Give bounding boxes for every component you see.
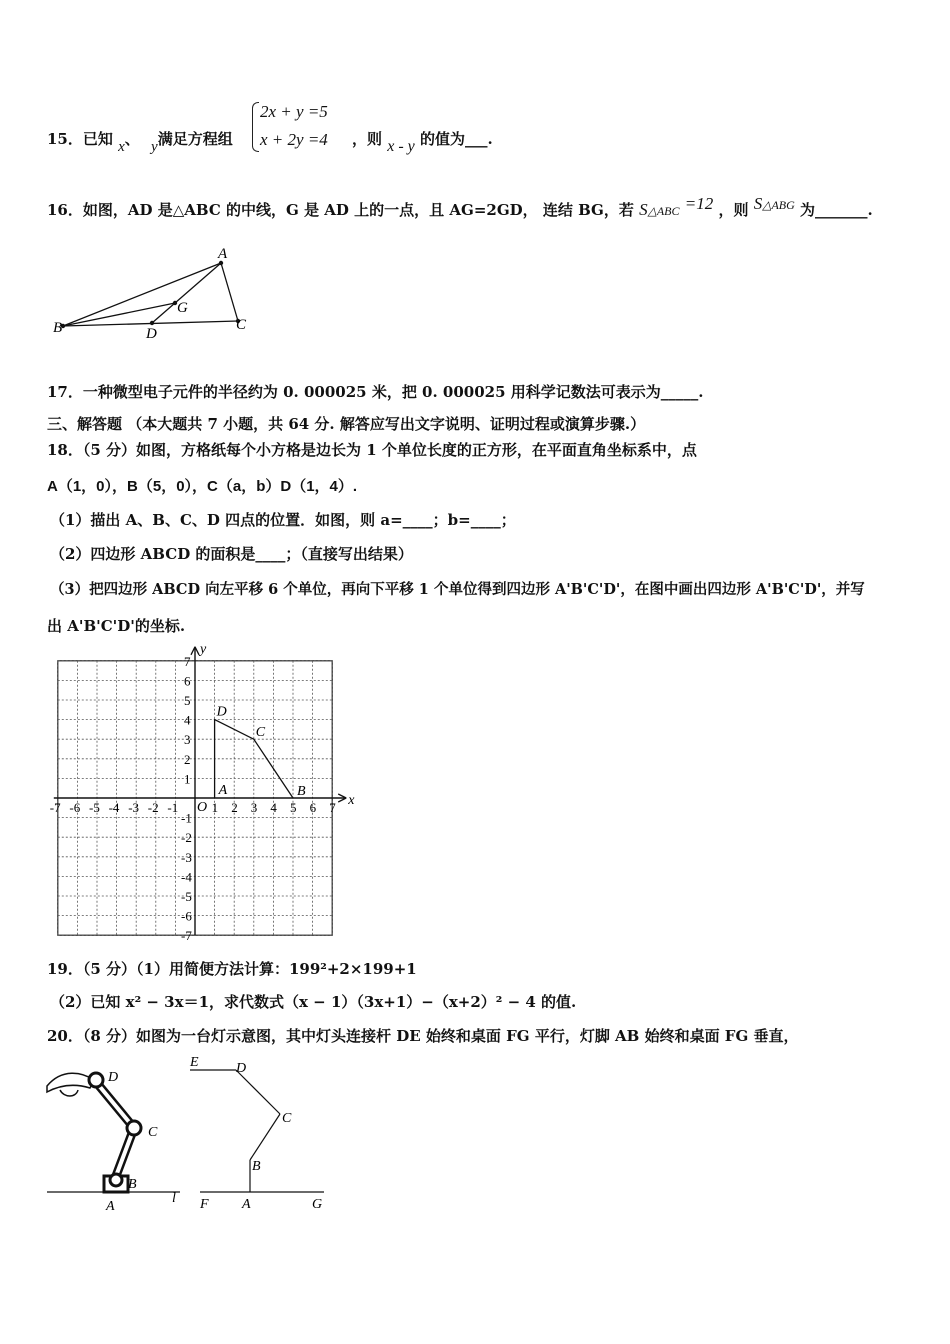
- q15-var-x: x: [118, 139, 125, 155]
- q19-line1: 19．（5 分）（1）用简便方法计算：199²+2×199+1: [47, 960, 417, 978]
- q15-num: 15．: [47, 130, 83, 148]
- schem-label-d: D: [236, 1061, 247, 1076]
- q15-brace: [252, 102, 259, 152]
- q16-label-b: B: [53, 320, 63, 336]
- lamp-label-b: B: [128, 1177, 137, 1192]
- q18-line1: 18．（5 分）如图，方格纸每个小方格是边长为 1 个单位长度的正方形，在平面直角坐标系中，点: [47, 441, 697, 459]
- point-label-b: B: [297, 784, 306, 799]
- q15-line: [47, 128, 233, 155]
- origin-label: O: [197, 800, 208, 815]
- q15-expr: x - y: [387, 138, 415, 155]
- q16-text-c: 为_______.: [800, 201, 873, 219]
- q16-label-g: G: [177, 300, 188, 316]
- y-tick-label: -1: [181, 810, 192, 826]
- schem-label-b: B: [252, 1159, 261, 1174]
- point-label-d: D: [216, 704, 227, 720]
- q16-s1: S: [639, 200, 648, 219]
- y-tick-label: 2: [184, 751, 191, 767]
- x-tick-label: 3: [250, 800, 258, 815]
- schem-label-e: E: [190, 1055, 199, 1070]
- q18-line6: 出 A'B'C'D'的坐标.: [47, 617, 186, 635]
- schem-label-a: A: [242, 1197, 251, 1212]
- x-tick-label: 6: [309, 800, 317, 815]
- y-tick-label: -2: [181, 830, 192, 846]
- y-tick-label: 1: [184, 771, 191, 787]
- y-tick-label: -3: [181, 849, 192, 865]
- y-tick-label: -5: [181, 889, 192, 904]
- q15-text3: 满足方程组: [157, 130, 233, 148]
- q18-line4: （2）四边形 ABCD 的面积是____；（直接写出结果）: [50, 545, 413, 563]
- q16-text-b: ，则: [718, 201, 749, 219]
- q19-line2: （2）已知 x² − 3x＝1，求代数式（x − 1）（3x+1）−（x+2）² − 4 的值.: [50, 993, 577, 1011]
- q15-equation-system: [252, 100, 352, 154]
- q15-var-y: y: [151, 139, 158, 155]
- x-tick-label: 5: [290, 800, 297, 815]
- coordinate-grid: [40, 640, 370, 944]
- point-label-a: A: [218, 783, 228, 798]
- y-tick-label: 7: [184, 653, 191, 669]
- x-tick-label: 2: [231, 800, 238, 815]
- q18-line2: A（1，0），B（5，0），C（a，b）D（1，4）.: [47, 478, 358, 495]
- x-tick-label: -6: [69, 800, 81, 815]
- x-tick-label: -7: [49, 800, 61, 815]
- section3-heading: 三、解答题 （本大题共 7 小题，共 64 分. 解答应写出文字说明、证明过程或演算步骤.）: [47, 415, 646, 433]
- q20-line1: 20．（8 分）如图为一台灯示意图，其中灯头连接杆 DE 始终和桌面 FG 平行，灯脚 AB 始终和桌面 FG 垂直，: [47, 1027, 799, 1045]
- q16-label-a: A: [218, 246, 228, 262]
- q16-text-a: 16．如图，AD 是△ABC 的中线，G 是 AD 上的一点，且 AG=2GD， 连结 BG，若: [47, 201, 634, 219]
- q16-triangle-figure: [45, 244, 265, 344]
- lamp-label-a: A: [106, 1199, 115, 1214]
- lamp-label-c: C: [148, 1125, 158, 1140]
- q17-line: 17．一种微型电子元件的半径约为 0. 000025 米，把 0. 000025 用科学记数法可表示为_____.: [47, 383, 704, 401]
- q15-text4: ，则: [352, 130, 383, 148]
- q16-label-d: D: [146, 326, 157, 342]
- q16-s1-sub: △ABC: [647, 204, 680, 218]
- y-tick-label: -6: [181, 908, 192, 924]
- q18-line5: （3）把四边形 ABCD 向左平移 6 个单位，再向下平移 1 个单位得到四边形 A'B'C'D'，在图中画出四边形 A'B'C'D'，并写: [50, 581, 865, 598]
- q16-line: [47, 194, 873, 220]
- lamp-label-l: l: [172, 1191, 176, 1206]
- y-tick-label: 4: [184, 712, 191, 728]
- y-axis-label: y: [200, 641, 207, 657]
- y-tick-label: -4: [181, 869, 192, 885]
- y-tick-label: 3: [184, 732, 191, 748]
- q15-eq1: 2x + y =5: [260, 102, 328, 121]
- lamp-schematic: [186, 1052, 336, 1216]
- lamp-illustration: [42, 1058, 192, 1216]
- x-axis-label: x: [348, 793, 355, 808]
- q16-s1-val: =12: [684, 194, 714, 213]
- q15-text5: 的值为___.: [420, 130, 493, 148]
- x-tick-label: 7: [329, 800, 336, 815]
- lamp-label-d: D: [108, 1070, 119, 1085]
- x-tick-label: 4: [270, 800, 277, 815]
- q15-text2: 、: [124, 130, 140, 148]
- q15-text1: 已知: [82, 130, 113, 148]
- x-tick-label: -4: [108, 800, 120, 815]
- x-tick-label: -1: [167, 800, 179, 815]
- q16-label-c: C: [236, 317, 247, 333]
- q15-line-tail: [352, 128, 493, 155]
- q16-s2-sub: △ABG: [762, 198, 795, 212]
- x-tick-label: -2: [147, 800, 159, 815]
- q18-line3: （1）描出 A、B、C、D 四点的位置．如图，则 a=____；b=____；: [50, 511, 516, 529]
- y-tick-label: 5: [184, 693, 191, 708]
- x-tick-label: -3: [128, 800, 140, 815]
- x-tick-label: -5: [89, 800, 100, 815]
- q16-s2: S: [753, 194, 763, 213]
- schem-label-f: F: [200, 1197, 209, 1212]
- schem-label-c: C: [282, 1111, 292, 1126]
- y-tick-label: -7: [181, 928, 192, 944]
- schem-label-g: G: [312, 1197, 323, 1212]
- q15-eq2: x + 2y =4: [260, 130, 328, 149]
- y-tick-label: 6: [184, 673, 191, 689]
- point-label-c: C: [255, 725, 266, 741]
- x-tick-label: 1: [211, 800, 219, 815]
